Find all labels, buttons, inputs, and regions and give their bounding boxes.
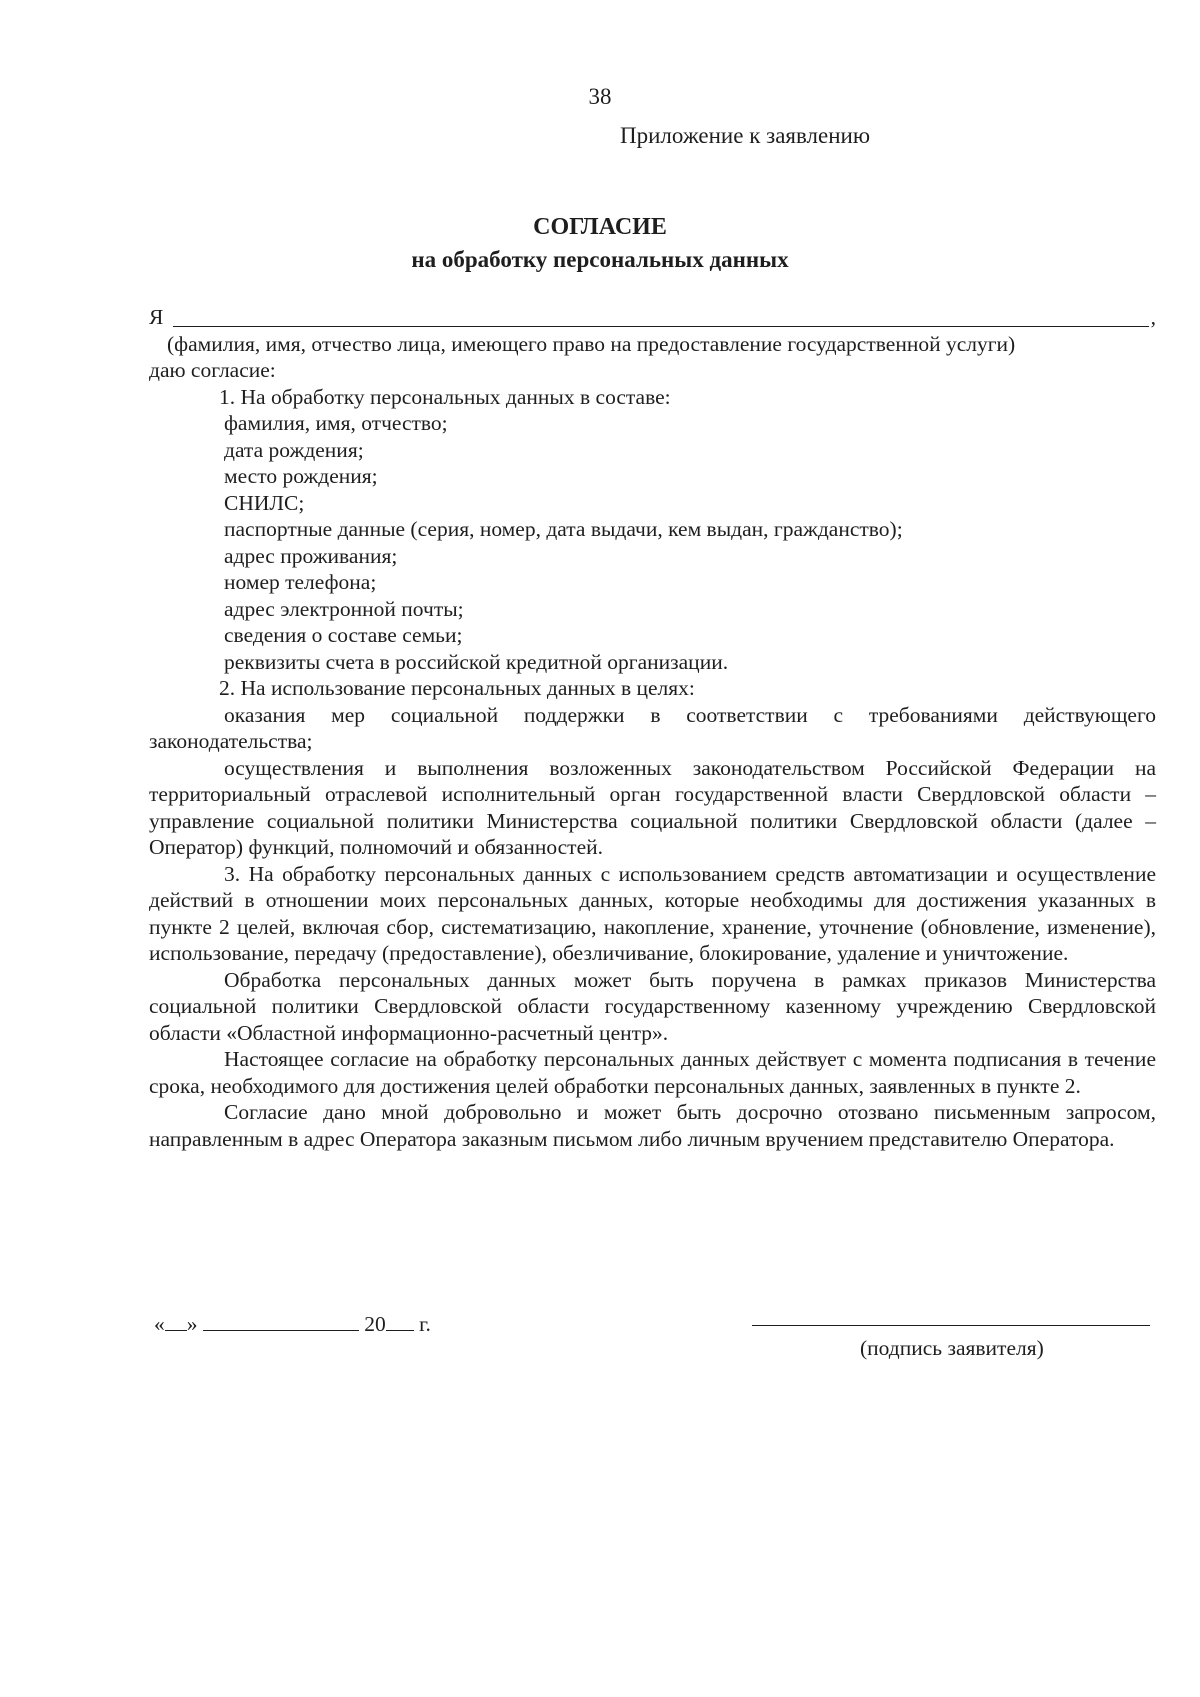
data-item: сведения о составе семьи;	[224, 623, 463, 647]
month-field[interactable]	[203, 1312, 359, 1331]
date-row	[154, 1311, 614, 1338]
data-item: дата рождения;	[224, 437, 364, 462]
year-field[interactable]	[386, 1312, 414, 1331]
section-1-heading: 1. На обработку персональных данных в составе:	[219, 384, 671, 409]
data-item: адрес проживания;	[224, 543, 398, 568]
comma-mark: ,	[1150, 305, 1156, 329]
document-title: СОГЛАСИЕ	[533, 214, 667, 240]
data-item: фамилия, имя, отчество;	[224, 411, 448, 435]
quote-close: »	[186, 1312, 198, 1336]
data-item: реквизиты счета в российской кредитной организации.	[224, 649, 729, 674]
data-item: номер телефона;	[224, 570, 377, 594]
data-item: СНИЛС;	[224, 490, 305, 515]
section-2-heading: 2. На использование персональных данных в целях:	[219, 676, 695, 700]
consent-label: даю согласие:	[149, 358, 276, 382]
page-number: 38	[588, 84, 612, 109]
year-prefix: 20	[364, 1312, 386, 1336]
data-item: место рождения;	[224, 464, 378, 488]
pronoun-label: Я	[149, 305, 164, 329]
appendix-label: Приложение к заявлению	[620, 123, 871, 148]
document-body	[149, 304, 1156, 1152]
data-item: адрес электронной почты;	[224, 596, 464, 621]
applicant-name-row	[149, 304, 1156, 331]
data-item: паспортные данные (серия, номер, дата выдачи, кем выдан, гражданство);	[224, 517, 903, 541]
validity-paragraph: Настоящее согласие на обработку персональных данных действует с момента подписания в течение срока, необходимого для достижения целей обработки персональных данных, заявленных в пункте 2.	[149, 1047, 1156, 1098]
year-suffix: г.	[419, 1312, 431, 1336]
delegation-paragraph: Обработка персональных данных может быть поручена в рамках приказов Министерства социальной политики Свердловской области государственному казенному учреждению Свердловской области «Областной информационно-расчетный центр».	[149, 967, 1156, 1045]
purpose-operator-functions: осуществления и выполнения возложенных законодательством Российской Федерации на территориальный отраслевой исполнительный орган государственной власти Свердловской области – управление социальной политики Министерства социальной политики Свердловской области (далее – Оператор) функций, полномочий и обязанностей.	[149, 755, 1156, 859]
revocation-paragraph: Согласие дано мной добровольно и может быть досрочно отозвано письменным запросом, направленным в адрес Оператора заказным письмом либо личным вручением представителю Оператора.	[149, 1100, 1156, 1151]
day-field[interactable]	[165, 1312, 187, 1331]
section-3-paragraph: 3. На обработку персональных данных с использованием средств автоматизации и осуществление действий в отношении моих персональных данных, которые необходимы для достижения указанных в пункте 2 целей, включая сбор, систематизацию, накопление, хранение, уточнение (обновление, изменение), использование, передачу (предоставление), обезличивание, блокирование, удаление и уничтожение.	[149, 861, 1156, 965]
signature-caption: (подпись заявителя)	[860, 1336, 1044, 1360]
signature-field[interactable]	[752, 1325, 1150, 1326]
quote-open: «	[154, 1312, 165, 1336]
document-subtitle: на обработку персональных данных	[411, 247, 789, 272]
applicant-name-field[interactable]	[173, 308, 1148, 327]
purpose-social-support: оказания мер социальной поддержки в соответствии с требованиями действующего законодательства;	[149, 702, 1156, 753]
name-field-hint: (фамилия, имя, отчество лица, имеющего право на предоставление государственной услуги)	[167, 331, 1016, 356]
